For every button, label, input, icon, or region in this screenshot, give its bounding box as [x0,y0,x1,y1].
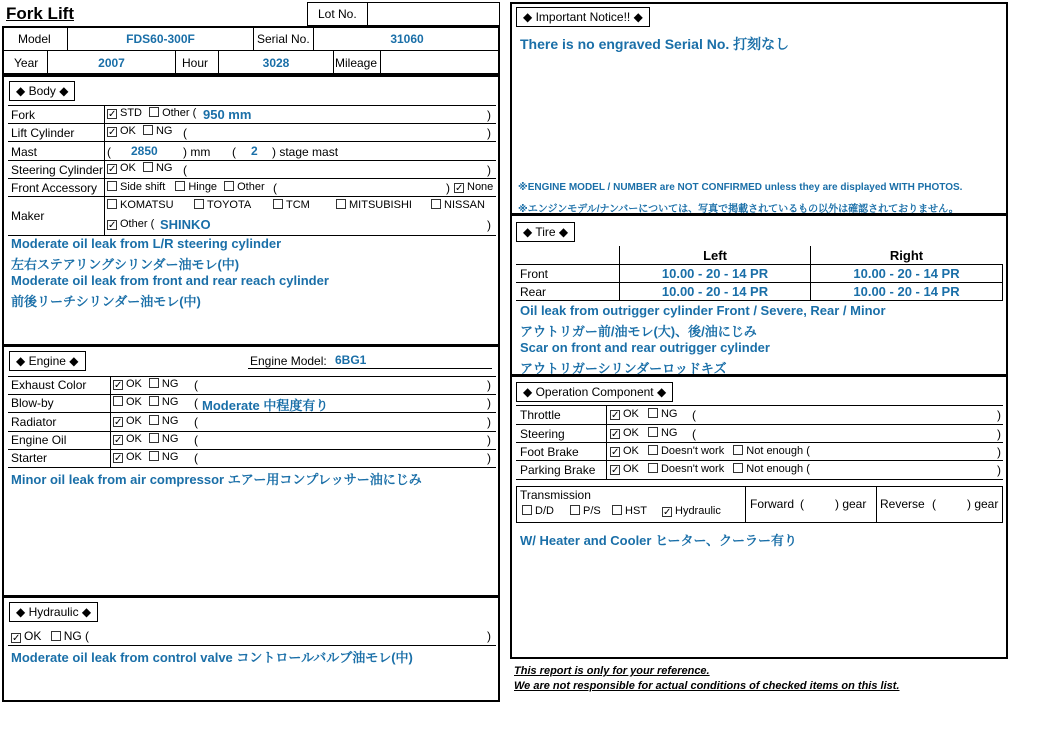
front-accessory-none [454,181,493,193]
tire-front-label: Front [520,267,549,281]
throttle-close: ) [997,408,1001,422]
toyota-checkbox[interactable] [194,199,204,209]
blowby-ok-checkbox[interactable] [113,396,123,406]
lift-cylinder-ng-label: NG [155,125,173,137]
accessory-other-label: Other [237,181,265,193]
throttle-ok-checkbox[interactable]: ✓ [611,410,620,421]
foot-brake-doesnt-checkbox[interactable] [648,445,658,455]
ok-label: OK [126,396,142,408]
foot-brake-doesnt-label: Doesn't work [660,445,725,457]
steering-cylinder-options [107,162,172,174]
mast-mm-label: ) mm [183,145,211,159]
komatsu-label: KOMATSU [120,199,174,211]
fork-other-label: Other ( [162,107,197,119]
transmission-dd [522,505,554,517]
transmission-hydraulic [662,505,721,517]
engine-oil-ok-checkbox[interactable]: ✓ [114,435,123,446]
engine-row-close: ) [487,415,491,429]
engine-row-label: Starter [11,451,48,465]
front-accessory-label: Front Accessory [11,181,98,195]
tire-col-right: Right [889,248,924,263]
engine-row-options [113,378,178,390]
engine-row-close: ) [487,378,491,392]
notice-engine-jp: ※エンジンモデル/ナンバーについては、写真で掲載されているもの以外は確認されておりません。 [518,204,959,215]
tire-col-left: Left [703,248,727,263]
blowby-ng-checkbox[interactable] [149,396,159,406]
engine-row-label: Blow-by [11,396,54,410]
parking-brake-options [610,463,810,475]
hst-label: HST [625,505,647,517]
ng-label: NG [161,378,179,390]
lift-cylinder-label: Lift Cylinder [11,126,75,140]
hydraulic-trans-checkbox[interactable]: ✓ [663,507,672,518]
front-accessory-options [107,181,265,193]
front-accessory-close: ) [446,181,450,195]
dd-label: D/D [535,505,554,517]
body-section-tag: ◆ Body ◆ [9,81,75,101]
engine-row-close: ) [487,433,491,447]
hour-value: 3028 [262,56,290,70]
hydraulic-trans-label: Hydraulic [675,505,721,517]
engine-row-value: Moderate 中程度有り [202,398,329,413]
ng-label: NG [161,433,179,445]
steering-cylinder-ng-label: NG [155,162,173,174]
steering-open: ( [692,427,696,441]
transmission-ps [570,505,601,517]
steering-ng-label: NG [660,427,678,439]
none-checkbox[interactable]: ✓ [455,183,464,194]
engine-row-4 [11,433,496,449]
forward-open: ( [800,497,804,511]
engine-row-label: Radiator [11,415,57,429]
reverse-label: Reverse [880,497,925,511]
ps-label: P/S [583,505,601,517]
footer-line-1: This report is only for your reference. [514,665,710,677]
transmission-hst [612,505,647,517]
nissan-checkbox[interactable] [431,199,441,209]
engine-row-options [113,415,178,427]
throttle-ng-label: NG [660,408,678,420]
maker-other-label: Other ( [120,218,155,230]
steering-cylinder-label: Steering Cylinder [11,163,104,177]
parking-brake-label: Parking Brake [520,463,596,477]
fork-value: 950 mm [203,107,252,122]
tire-note-3: Scar on front and rear outrigger cylinder [520,340,770,355]
foot-brake-ok-label: OK [623,445,639,457]
fork-std-checkbox[interactable]: ✓ [108,109,117,120]
komatsu-checkbox[interactable] [107,199,117,209]
transmission-label: Transmission [520,488,591,502]
lift-cylinder-open: ( [183,126,187,140]
engine-model-label: Engine Model: [250,354,327,368]
steering-cylinder-ok-checkbox[interactable]: ✓ [108,164,117,175]
serial-value: 31060 [390,32,424,46]
throttle-ok-label: OK [623,408,639,420]
fork-other-checkbox[interactable] [149,107,159,117]
hydraulic-options [11,629,89,643]
steering-cylinder-close: ) [487,163,491,177]
notice-engine-en: ※ENGINE MODEL / NUMBER are NOT CONFIRMED unless they are displayed WITH PHOTOS. [518,182,963,193]
hydraulic-section-tag: ◆ Hydraulic ◆ [9,602,98,622]
foot-brake-close: ) [997,445,1001,459]
throttle-options [610,408,677,420]
engine-row-label: Engine Oil [11,433,67,447]
foot-brake-label: Foot Brake [520,445,579,459]
hinge-label: Hinge [188,181,218,193]
operation-section-tag: ◆ Operation Component ◆ [516,382,673,402]
tcm-checkbox[interactable] [273,199,283,209]
parking-brake-doesnt-label: Doesn't work [660,463,725,475]
ng-label: NG [161,451,179,463]
engine-section-tag: ◆ Engine ◆ [9,351,86,371]
steering-cylinder-ng-checkbox[interactable] [143,162,153,172]
body-note-3: Moderate oil leak from front and rear reach cylinder [11,273,329,288]
tire-note-4: アウトリガーシリンダーロッドキズ [520,361,727,376]
footer-line-2: We are not responsible for actual conditions of checked items on this list. [514,680,900,692]
mitsubishi-label: MITSUBISHI [349,199,412,211]
engine-note: Minor oil leak from air compressor エアー用コンプレッサー油にじみ [11,472,422,487]
engine-model-value: 6BG1 [335,353,367,367]
maker-other [107,218,154,230]
tire-note-2: アウトリガー前/油モレ(大)、後/油にじみ [520,324,757,339]
parking-brake-doesnt-checkbox[interactable] [648,463,658,473]
parking-brake-ok-checkbox[interactable]: ✓ [611,465,620,476]
engine-row-options [113,396,178,408]
engine-row-2 [11,396,496,412]
mast-open: ( [107,145,111,159]
engine-row-close: ) [487,451,491,465]
mast-label: Mast [11,145,38,159]
steering-options [610,427,677,439]
maker-close: ) [487,218,491,232]
hydraulic-ok-checkbox[interactable]: ✓ [12,633,21,644]
tcm-label: TCM [286,199,310,211]
forward-gear: ) gear [835,497,867,511]
starter-ng-checkbox[interactable] [149,451,159,461]
engine-row-options [113,451,178,463]
engine-row-close: ) [487,396,491,410]
body-note-1: Moderate oil leak from L/R steering cylinder [11,236,282,251]
reverse-open: ( [932,497,936,511]
engine-row-open: ( [194,451,198,465]
none-label: None [467,181,494,193]
accessory-other-checkbox[interactable] [224,181,234,191]
steering-cylinder-ok-label: OK [120,162,136,174]
model-value: FDS60-300F [126,32,195,46]
year-value: 2007 [98,56,125,70]
exhaust-ng-checkbox[interactable] [149,378,159,388]
parking-brake-ok-label: OK [623,463,639,475]
engine-row-options [113,433,178,445]
maker-komatsu [107,199,174,211]
radiator-ng-checkbox[interactable] [149,415,159,425]
tire-rear-left: 10.00 - 20 - 14 PR [661,284,769,299]
body-note-4: 前後リーチシリンダー油モレ(中) [11,294,201,309]
engine-row-3 [11,415,496,431]
steering-close: ) [997,427,1001,441]
ng-label: NG [161,415,179,427]
engine-row-label: Exhaust Color [11,378,87,392]
steering-ok-label: OK [623,427,639,439]
engine-row-open: ( [194,433,198,447]
engine-row-open: ( [194,415,198,429]
maker-other-checkbox[interactable]: ✓ [108,220,117,231]
fork-std-label: STD [120,107,142,119]
tire-note-1: Oil leak from outrigger cylinder Front / Severe, Rear / Minor [520,303,886,318]
engine-row-open: ( [194,396,198,410]
ok-label: OK [126,451,142,463]
mast-stage-value: 2 [251,144,258,158]
engine-row-1 [11,378,496,394]
steering-label: Steering [520,427,565,441]
maker-mitsubishi [336,199,412,211]
hinge-checkbox[interactable] [175,181,185,191]
steering-ok-checkbox[interactable]: ✓ [611,429,620,440]
fork-options [107,107,196,119]
reverse-gear: ) gear [967,497,999,511]
parking-brake-close: ) [997,463,1001,477]
maker-other-value: SHINKO [160,217,211,232]
tire-rear-label: Rear [520,285,547,299]
notice-section-tag: ◆ Important Notice!! ◆ [516,7,650,27]
maker-tcm [273,199,310,211]
radiator-ok-checkbox[interactable]: ✓ [114,417,123,428]
throttle-open: ( [692,408,696,422]
foot-brake-ok-checkbox[interactable]: ✓ [611,447,620,458]
starter-ok-checkbox[interactable]: ✓ [114,453,123,464]
foot-brake-options [610,445,810,457]
maker-label: Maker [11,209,45,223]
engine-row-open: ( [194,378,198,392]
engine-oil-ng-checkbox[interactable] [149,433,159,443]
maker-toyota [194,199,251,211]
ok-label: OK [126,378,142,390]
body-note-2: 左右ステアリングシリンダー油モレ(中) [11,257,240,272]
lift-cylinder-close: ) [487,126,491,140]
side-shift-checkbox[interactable] [107,181,117,191]
mast-mm-value: 2850 [131,144,158,158]
ok-label: OK [126,433,142,445]
dd-checkbox[interactable] [522,505,532,515]
hour-label: Hour [182,56,209,70]
forward-label: Forward [750,497,795,511]
toyota-label: TOYOTA [207,199,252,211]
hydraulic-note: Moderate oil leak from control valve コントロールバルブ油モレ(中) [11,650,413,665]
lift-cylinder-ok-checkbox[interactable]: ✓ [108,127,117,138]
exhaust-ok-checkbox[interactable]: ✓ [114,380,123,391]
operation-note: W/ Heater and Cooler ヒーター、クーラー有り [520,533,798,548]
model-label: Model [18,32,51,46]
steering-cylinder-open: ( [183,163,187,177]
fork-label: Fork [11,108,35,122]
fork-close: ) [487,108,491,122]
hst-checkbox[interactable] [612,505,622,515]
mitsubishi-checkbox[interactable] [336,199,346,209]
throttle-ng-checkbox[interactable] [648,408,658,418]
foot-brake-not-enough-checkbox[interactable] [733,445,743,455]
lift-cylinder-ng-checkbox[interactable] [143,125,153,135]
hydraulic-ok-label: OK [24,629,42,643]
engine-row-5 [11,451,496,467]
lift-cylinder-ok-label: OK [120,125,136,137]
hydraulic-close: ) [487,629,491,643]
year-label: Year [14,56,39,70]
steering-ng-checkbox[interactable] [648,427,658,437]
foot-brake-not-enough-label: Not enough ( [746,445,810,457]
maker-nissan [431,199,485,211]
parking-brake-not-enough-label: Not enough ( [746,463,810,475]
parking-brake-not-enough-checkbox[interactable] [733,463,743,473]
tire-front-left: 10.00 - 20 - 14 PR [661,266,769,281]
serial-label: Serial No. [257,32,310,46]
side-shift-label: Side shift [120,181,166,193]
nissan-label: NISSAN [444,199,485,211]
mileage-label: Mileage [335,56,378,70]
mast-stage-label: ) stage mast [272,145,339,159]
ok-label: OK [126,415,142,427]
mast-open2: ( [232,145,236,159]
tire-front-right: 10.00 - 20 - 14 PR [853,266,960,281]
ps-checkbox[interactable] [570,505,580,515]
front-accessory-open: ( [273,181,277,195]
tire-rear-right: 10.00 - 20 - 14 PR [853,284,960,299]
throttle-label: Throttle [520,408,561,422]
notice-main: There is no engraved Serial No. 打刻なし [520,36,790,52]
lot-label: Lot No. [318,7,357,21]
hydraulic-ng-checkbox[interactable] [51,631,61,641]
hydraulic-ng-label: NG ( [63,629,90,643]
page-title: Fork Lift [6,4,74,23]
lift-cylinder-options [107,125,172,137]
ng-label: NG [161,396,179,408]
tire-section-tag: ◆ Tire ◆ [516,222,575,242]
